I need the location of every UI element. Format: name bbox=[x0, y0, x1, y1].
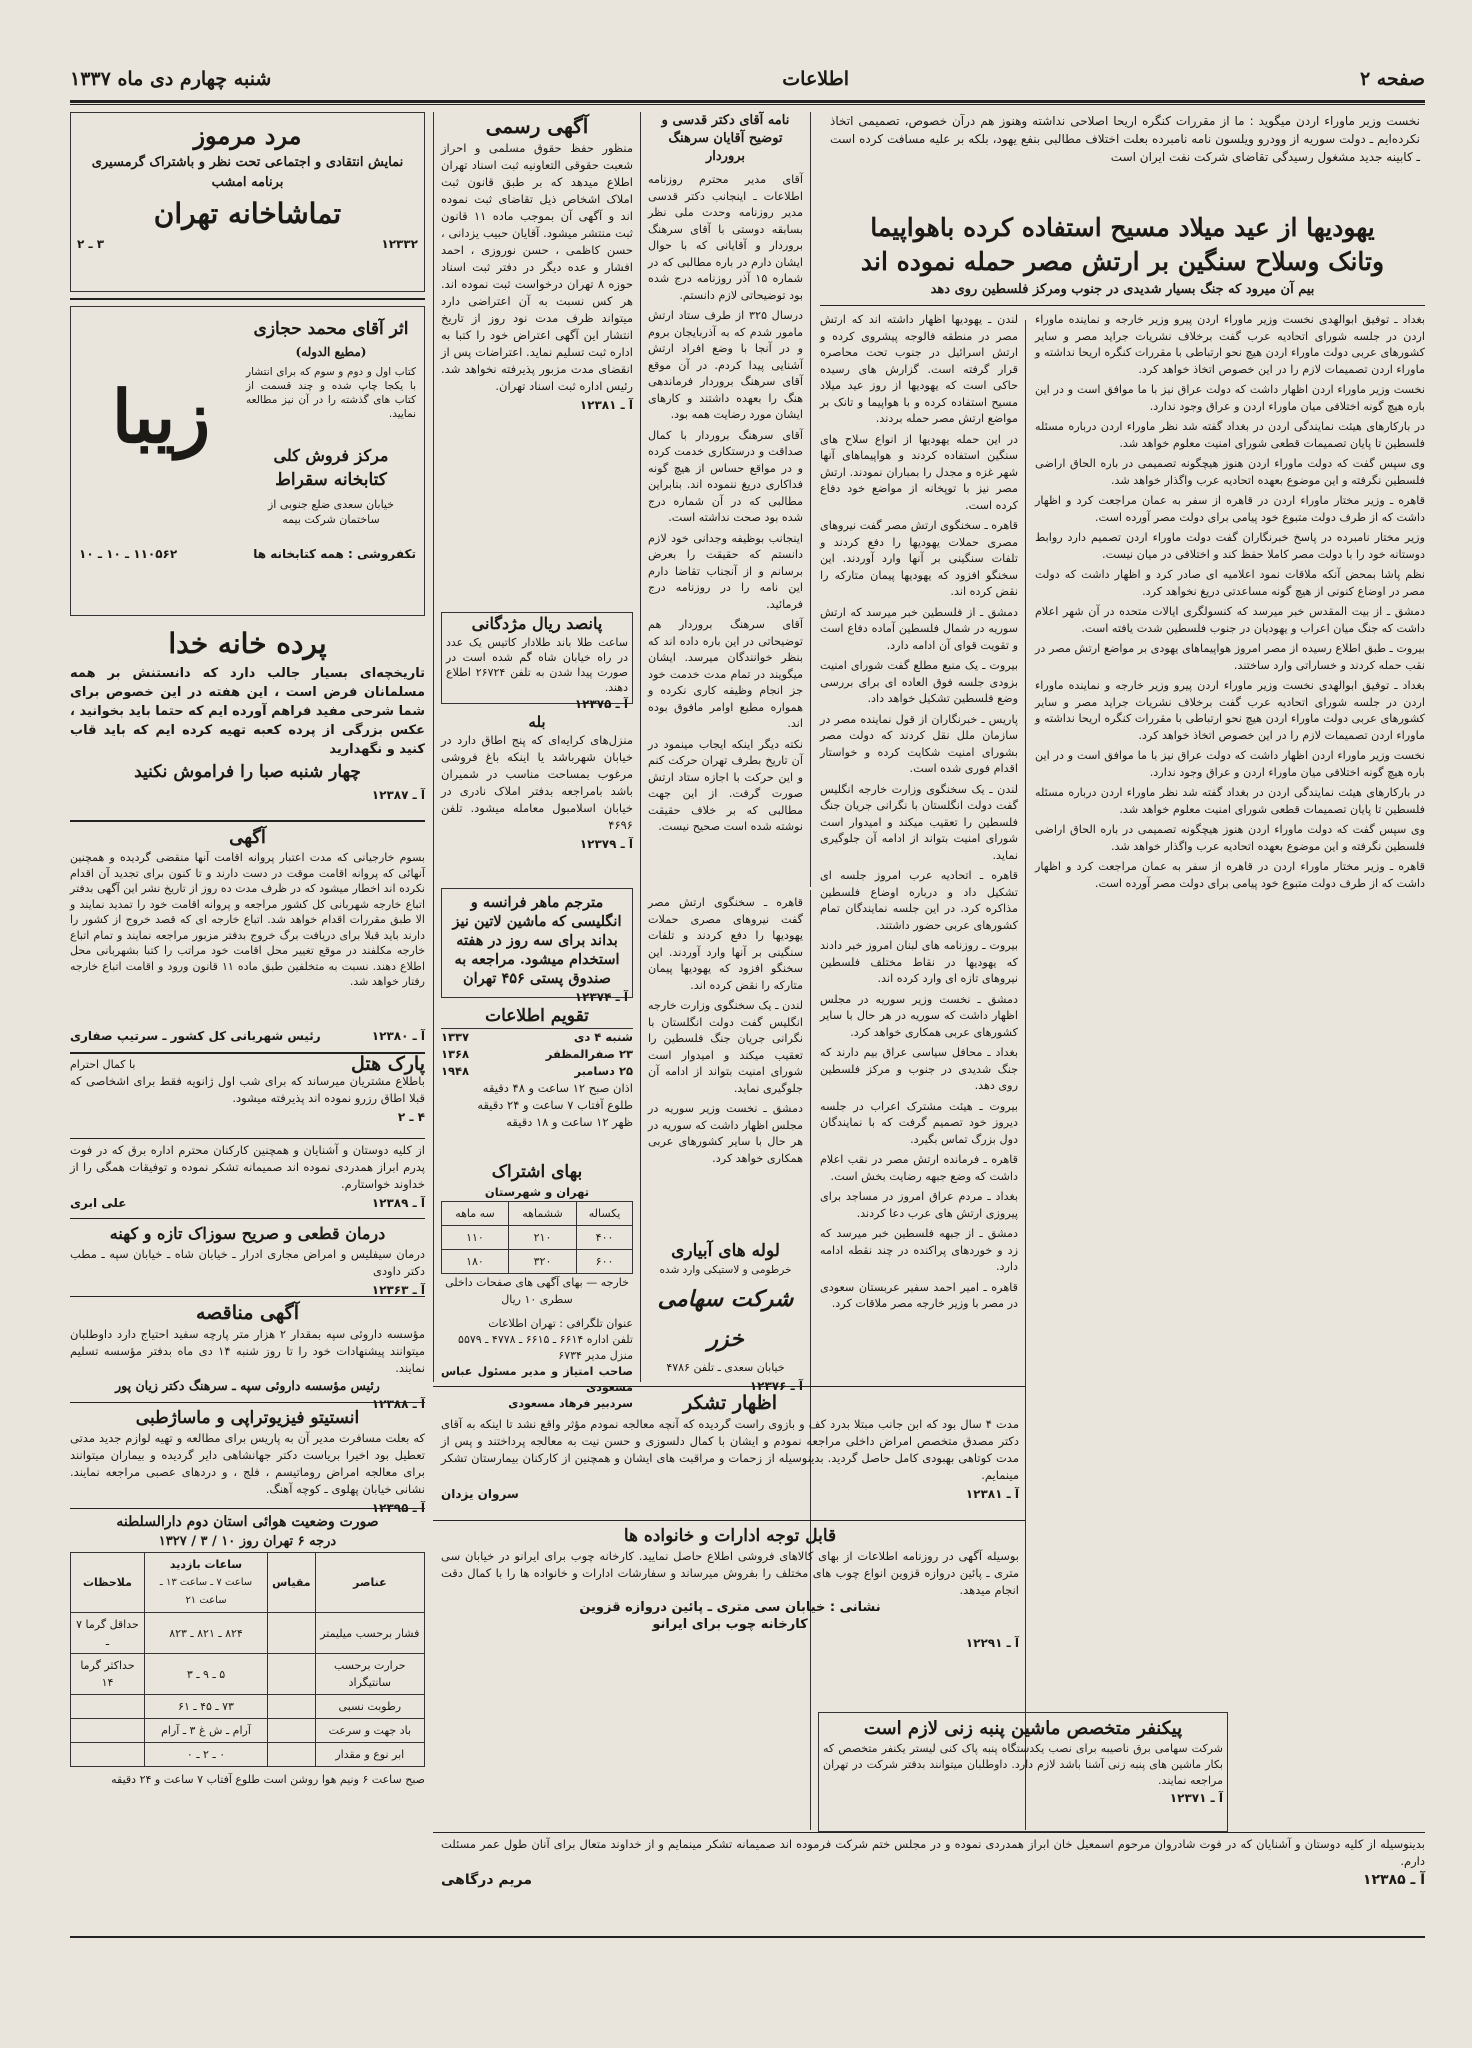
play-code: ۱۲۳۳۲ bbox=[381, 237, 418, 251]
left-rule bbox=[70, 820, 425, 822]
issue-date: شنبه چهارم دی ماه ۱۳۳۷ bbox=[70, 68, 272, 90]
play-sub: نمایش انتقادی و اجتماعی تحت نظر و باشتراک گرمسیری bbox=[91, 155, 404, 170]
news-paragraph: قاهره ـ سخنگوی ارتش مصر گفت نیروهای مصری حملات یهودیها را دفع کردند و تلفات سنگینی بر آنها وارد آوردند. این سخنگو افزود که یهودیها پیمان متارکه را نقض کرده اند. bbox=[648, 896, 803, 992]
calendar-year: ۱۹۴۸ bbox=[441, 1064, 470, 1078]
weather-cell: باد جهت و سرعت bbox=[315, 1719, 424, 1743]
weather-cell bbox=[71, 1695, 145, 1719]
tender-title: آگهی مناقصه bbox=[196, 1302, 299, 1324]
curtain-title: پرده خانه خدا bbox=[168, 627, 327, 660]
weather-date: درجه ۶ تهران روز ۱۰ / ۳ / ۱۳۲۷ bbox=[158, 1534, 337, 1549]
lead-paragraph: بیروت ـ طبق اطلاع رسیده از مصر امروز هواپیماهای یهودی بر مواضع ارتش مصر در نقب حمله کردند و خساراتی وارد ساختند. bbox=[1035, 642, 1425, 672]
lead-paragraph: نظم پاشا بمحض آنکه ملاقات نمود اعلامیه ای صادر کرد و اظهار داشت که دولت مصر در اوضاع کنونی از هیچ گونه مساعدتی دریغ نخواهد کرد. bbox=[1035, 568, 1425, 598]
translator-code: آ ـ ۱۲۳۷۴ bbox=[574, 990, 628, 1004]
cure-title: درمان قطعی و صریح سوزاک تازه و کهنه bbox=[109, 1224, 386, 1243]
relative-ad bbox=[70, 1142, 425, 1216]
wood-addr: نشانی : خیابان سی متری ـ پائین دروازه قزوین bbox=[579, 1600, 881, 1615]
physio-title: انستیتو فیزیوتراپی و ماساژطبی bbox=[135, 1408, 360, 1428]
notice-footer bbox=[70, 1026, 425, 1048]
sub-price: ۱۱۰ bbox=[442, 1226, 509, 1250]
tender-text: مؤسسه داروئی سپه بمقدار ۲ هزار متر پارچه سفید احتیاج دارد داوطلبان میتوانند پیشنهادات خود را تا روز شنبه ۱۴ دی ماه بدفتر مؤسسه تسلیم نمایند. bbox=[70, 1327, 425, 1375]
specialist-ad bbox=[818, 1712, 1228, 1832]
calendar-azan: اذان صبح ۱۲ ساعت و ۴۸ دقیقه bbox=[482, 1081, 633, 1095]
book-ad bbox=[70, 306, 425, 616]
subscription-sub: تهران و شهرستان bbox=[484, 1185, 590, 1199]
hotel-ad bbox=[70, 1053, 425, 1136]
news-paragraph: پاریس ـ خبرنگاران از قول نماینده مصر در سازمان ملل نقل کردند که دولت مصر بشورای امنیت شکایت کرده و خواستار اقدام فوری شده است. bbox=[820, 712, 1018, 775]
col-divider bbox=[433, 112, 434, 1382]
notice-title: آگهی bbox=[229, 827, 266, 848]
lead-paragraph: قاهره ـ وزیر مختار ماوراء اردن در قاهره از سفر به عمان مراجعت کرد و اظهار داشت که از طرف دولت متبوع خود پیامی برای دولت مصر آورده است. bbox=[1035, 860, 1425, 890]
thanks-signer: سروان یزدان bbox=[441, 1487, 519, 1501]
weather-cell: رطوبت نسبی bbox=[315, 1695, 424, 1719]
wood-title: قابل توجه ادارات و خانواده ها bbox=[623, 1526, 837, 1546]
subscription-table bbox=[441, 1201, 633, 1274]
calendar-box bbox=[441, 1004, 633, 1154]
relative-code: آ ـ ۱۲۳۸۹ bbox=[371, 1196, 425, 1210]
house-text: منزل‌های کرایه‌ای که پنج اطاق دارد در خیابان شهرباشد یا اینکه باغ فروشی مرغوب بمساحت مناسب در شمیران باشد بامراجعه بدفتر املاک نادری در خیابان اسلامبول معامله میشود. تلفن ۴۶۹۶ bbox=[441, 733, 633, 832]
tender-ad bbox=[70, 1300, 425, 1411]
weather-col: مقیاس bbox=[268, 1553, 316, 1613]
cure-ad bbox=[70, 1222, 425, 1297]
bottom-rule bbox=[433, 1832, 1425, 1833]
weather-col: عناصر bbox=[315, 1553, 424, 1613]
weather-note: صبح ساعت ۶ ونیم هوا روشن است طلوع آفتاب ۷ ساعت و ۲۴ دقیقه bbox=[111, 1773, 425, 1786]
official-notice bbox=[441, 112, 633, 602]
specialist-title: پیکنفر متخصص ماشین پنبه زنی لازم است bbox=[863, 1718, 1183, 1739]
lead-headline-1: یهودیها از عید میلاد مسیح استفاده کرده باهواپیما bbox=[870, 213, 1375, 242]
letter-paragraph: نکته دیگر اینکه ایجاب مینمود در آن تاریخ بطرف تهران حرکت کنم و این حرکت با اجازه ستاد ارتش صورت گرفت. از این جهت مطالبی که بر خلاف حقیقت نوشته شده است صحیح نیست. bbox=[648, 737, 803, 833]
weather-cell bbox=[71, 1719, 145, 1743]
relative-text: از کلیه دوستان و آشنایان و همچنین کارکنان محترم اداره برق که در فوت پدرم ابراز همدردی نموده اند صمیمانه تشکر نموده و توفیقات همگی را از خداوند خواستارم. bbox=[70, 1143, 425, 1191]
weather-table bbox=[70, 1552, 425, 1767]
top-rule-thin bbox=[70, 104, 1425, 105]
news-paragraph: لندن ـ یک سخنگوی وزارت خارجه انگلیس گفت دولت انگلستان با نگرانی جریان جنگ فلسطین را تعقیب میکند و امیدوار است شورای امنیت بتواند از ادامه آن جلوگیری نماید. bbox=[820, 782, 1018, 862]
news-paragraph: لندن ـ یهودیها اظهار داشته اند که ارتش مصر در منطقه فالوجه پیشروی کرده و ارتش اسرائیل در جنوب تحت محاصره قرار گرفته است. گزارش های رسیده حاکی است که یهودیها از روز عید میلاد مسیح استفاده کرده و با هواپیما و تانک بر مواضع ارتش مصر حمله بردند. bbox=[820, 313, 1018, 425]
letter-paragraph: آقای سرهنگ بروردار هم توضیحاتی در این باره داده اند که بنظر خوانندگان میرسد. ایشان میگویند در تمام مدت خدمت خود جز انجام وظیفه کاری نکرده و همواره مطیع اوامر مافوق بوده اند. bbox=[648, 618, 803, 730]
house-title: بله bbox=[528, 713, 546, 731]
news-paragraph: قاهره ـ اتحادیه عرب امروز جلسه ای تشکیل داد و درباره اوضاع فلسطین مذاکره کرد. در این جلسه نمایندگان تمام کشورهای عربی حضور داشتند. bbox=[820, 869, 1018, 932]
reward-code: آ ـ ۱۲۳۷۵ bbox=[574, 697, 628, 711]
wood-text: بوسیله آگهی در روزنامه اطلاعات از بهای کالاهای فروشی اطلاع حاصل نمایید. کارخانه چوب برای ایرانو در خیابان سی متری ـ پائین دروازه قزوین انواع چوب های مختلف را بفروش میرساند و سفارشات ادارات و خانواده ها را با کمال دقت انجام میدهد. bbox=[441, 1549, 1019, 1597]
left-rule bbox=[70, 1138, 425, 1139]
col-divider bbox=[810, 890, 811, 1830]
curtain-ad bbox=[70, 624, 425, 814]
weather-col: ساعات بازدید ساعت ۷ ـ ساعت ۱۳ ـ ساعت ۲۱ bbox=[144, 1553, 267, 1613]
reward-text: ساعت طلا باند طلادار کاتیس یک عدد در راه خیابان شاه گم شده است در صورت پیدا شدن به تلفن ۲۶۷۲۴ اطلاع دهند. bbox=[446, 636, 628, 694]
official-code: آ ـ ۱۲۳۸۱ bbox=[579, 398, 633, 412]
hotel-code: ۴ ـ ۲ bbox=[397, 1110, 425, 1124]
news-paragraph: در این حمله یهودیها از انواع سلاح های سنگین استفاده کردند و هواپیماهای آنها شهر غزه و مجدل را بمباران نمودند. ارتش مصر نیز با توپخانه از مواضع خود دفاع کرده است. bbox=[820, 432, 1018, 512]
play-program: برنامه امشب bbox=[211, 175, 284, 190]
book-author2: (مطیع الدوله) bbox=[295, 345, 367, 359]
news-paragraph: دمشق ـ از فلسطین خبر میرسد که ارتش سوریه در شمال فلسطین آماده دفاع است و تقویت قوای آن ادامه دارد. bbox=[820, 605, 1018, 652]
book-desc: کتاب اول و دوم و سوم که برای انتشار با یکجا چاپ شده و چند قسمت از کتاب های گذشته را در آن نیز مطالعه نمایید. bbox=[246, 366, 416, 420]
news-paragraph: قاهره ـ سخنگوی ارتش مصر گفت نیروهای مصری حملات یهودیها را دفع کردند و تلفات سنگینی بر آنها وارد آوردند. این سخنگو افزود که یهودیها پیمان متارکه را نقض کرده اند. bbox=[820, 519, 1018, 598]
weather-cell: فشار برحسب میلیمتر bbox=[315, 1613, 424, 1654]
news-paragraph: بغداد ـ محافل سیاسی عراق بیم دارند که جنگ شدیدی در جنوب و مرکز فلسطین روی دهد. bbox=[820, 1046, 1018, 1092]
physio-code: آ ـ ۱۲۳۹۵ bbox=[371, 1501, 425, 1515]
specialist-text: شرکت سهامی برق ناصیبه برای نصب یکدستگاه پنبه پاک کنی لیستر یکنفر متخصص که بکار ماشین های پنبه زنی آشنا باشد لازم دارد. داوطلبان میتوانند بدفتر شرکت در تهران مراجعه نمایند. bbox=[823, 1742, 1223, 1787]
sub-price: ۳۲۰ bbox=[508, 1250, 576, 1274]
lead-paragraph: نخست وزیر ماوراء اردن اظهار داشت که دولت عراق نیز با ما موافق است و در این باره هیچ گونه اختلافی میان ماوراء اردن و عراق وجود ندارد. bbox=[1035, 383, 1425, 413]
hotel-title: پارک هتل bbox=[350, 1053, 425, 1075]
lead-paragraph: وی سپس گفت که دولت ماوراء اردن هنوز هیچگونه تصمیمی در باره الحاق اراضی فلسطین نگرفته و این موضوع بعهده اتحادیه عرب واگذار خواهد شد. bbox=[1035, 823, 1425, 853]
play-title: مرد مرموز bbox=[193, 121, 302, 150]
relative-signer: علی ابری bbox=[70, 1196, 127, 1210]
lead-rule bbox=[820, 305, 1425, 306]
address-line: تلفن اداره ۶۶۱۴ ـ ۶۶۱۵ ـ ۴۷۷۸ ـ ۵۵۷۹ bbox=[458, 1333, 633, 1346]
sub-price: ۱۸۰ bbox=[442, 1250, 509, 1274]
masthead-strip bbox=[70, 60, 1425, 98]
lead-paragraph: نخست وزیر ماوراء اردن اظهار داشت که دولت عراق نیز با ما موافق است و در این باره هیچ گونه اختلافی میان ماوراء اردن و عراق وجود ندارد. bbox=[1035, 749, 1425, 779]
curtain-text: تاریخچه‌ای بسیار جالب دارد که دانستنش بر همه مسلمانان فرض است ، این هفته در این خصوص برای شما شرحی مفید فراهم آورده ایم که حتما باید بخوانید ، عکس بزرگی از پرده کعبه تهیه کرده ایم که باید قاب کنید و نگهدارید bbox=[70, 666, 425, 757]
lead-headline-2: وتانک وسلاح سنگین بر ارتش مصر حمله نموده اند bbox=[860, 247, 1385, 276]
calendar-year: ۱۳۳۷ bbox=[441, 1030, 470, 1044]
mid-rule bbox=[433, 1386, 1025, 1387]
news-paragraph: لندن ـ یک سخنگوی وزارت خارجه انگلیس گفت دولت انگلستان با نگرانی جریان جنگ فلسطین را تعقیب میکند و امیدوار است شورای امنیت بتواند از ادامه آن جلوگیری نماید. bbox=[648, 999, 803, 1095]
translator-text: مترجم ماهر فرانسه و انگلیسی که ماشین لاتین نیز بداند برای سه روز در هفته استخدام میشود. مراجعه به صندوق پستی ۴۵۶ تهران bbox=[452, 894, 622, 987]
wood-factory: کارخانه چوب برای ایرانو bbox=[652, 1617, 808, 1632]
sub-price: ۴۰۰ bbox=[577, 1226, 633, 1250]
pipes-sub: خرطومی و لاستیکی وارد شده bbox=[659, 1264, 792, 1276]
calendar-year: ۱۳۶۸ bbox=[441, 1047, 470, 1061]
subscription-box: بهای اشتراک تهران و شهرستان یکساله ششماهه سه ماهه ۴۰۰ ۲۱۰ ۱۱۰ ۶۰۰ ۳۲۰ ۱۸۰ خارجه — بهای آگهی های صفحات داخلی سطری ۱۰ ریال bbox=[441, 1160, 633, 1310]
reward-ad bbox=[441, 612, 633, 711]
thanks2-ad bbox=[441, 1836, 1425, 1932]
curtain-reminder: چهار شنبه صبا را فراموش نکنید bbox=[134, 762, 361, 782]
page-number: صفحه ۲ bbox=[1359, 68, 1425, 90]
physio-ad bbox=[70, 1406, 425, 1515]
letter-paragraph: درسال ۳۲۵ از طرف ستاد ارتش مامور شدم که به آذربایجان بروم و در آنجا با وضع افراد ارتش آشنایی پیدا کردم. در آن موقع آقای سرهنگ بروردار فرماندهی هنگ را بعهده داشتند و کارهای ایشان مورد رضایت همه بود. bbox=[648, 309, 803, 421]
weather-box bbox=[70, 1512, 425, 1932]
specialist-code: آ ـ ۱۲۳۷۱ bbox=[1169, 1791, 1223, 1805]
calendar-title: تقویم اطلاعات bbox=[441, 1004, 633, 1029]
calendar-noon: ظهر ۱۲ ساعت و ۱۸ دقیقه bbox=[506, 1115, 633, 1129]
lead-text-column bbox=[1035, 312, 1425, 1832]
thanks2-code: آ ـ ۱۲۳۸۵ bbox=[1362, 1872, 1425, 1888]
calendar-day: شنبه ۴ دی bbox=[573, 1030, 633, 1044]
editor-line: سردبیر فرهاد مسعودی bbox=[508, 1397, 633, 1410]
letter-column bbox=[648, 112, 803, 887]
play-code2: ۳ ـ ۲ bbox=[77, 237, 105, 251]
thanks-code: آ ـ ۱۲۳۸۱ bbox=[965, 1487, 1019, 1501]
thanks2-signer: مریم درگاهی bbox=[441, 1872, 532, 1888]
lead-paragraph: بغداد ـ توفیق ابوالهدی نخست وزیر ماوراء اردن پیرو وزیر خارجه و نماینده ماوراء اردن در جلسه شورای اتحادیه عرب گفت برخلاف نشریات جراید مصر و سایر کشورهای عربی دولت ماوراء اردن هیچ نحو ارتباطی با مقررات کنگره اریحا نداشته و ماوراء اردن تصمیمات لازم را در این خصوص اتخاذ خواهد کرد. bbox=[1035, 313, 1425, 376]
cure-text: درمان سیفلیس و امراض مجاری ادرار ـ خیابان شاه ـ خیابان سپه ـ مطب دکتر داودی bbox=[70, 1247, 425, 1278]
left-rule bbox=[70, 1402, 425, 1403]
tender-code: آ ـ ۱۲۳۸۸ bbox=[371, 1397, 425, 1411]
col-divider bbox=[810, 112, 811, 887]
house-ad bbox=[441, 712, 633, 880]
book-title: زیبا bbox=[111, 374, 211, 459]
sub-head: یکساله bbox=[577, 1202, 633, 1226]
news-column-2 bbox=[648, 895, 803, 1235]
news-paragraph: بیروت ـ یک منبع مطلع گفت شورای امنیت بزودی جلسه فوق العاده ای برای بررسی وضع فلسطین تشکیل خواهد داد. bbox=[820, 659, 1018, 705]
book-store: کتابخانه سقراط bbox=[275, 470, 387, 490]
weather-cell: ۷۳ ـ ۴۵ ـ ۶۱ bbox=[144, 1695, 267, 1719]
curtain-code: آ ـ ۱۲۳۸۷ bbox=[371, 788, 425, 802]
page-bottom-rule bbox=[70, 1936, 1425, 1938]
sub-note: بهای آگهی های صفحات داخلی سطری ۱۰ ریال bbox=[445, 1276, 583, 1306]
weather-cell: ۸۲۴ ـ ۸۲۱ ـ ۸۲۳ bbox=[144, 1613, 267, 1654]
subscription-title: بهای اشتراک bbox=[491, 1162, 583, 1182]
news-paragraph: دمشق ـ نخست وزیر سوریه در مجلس اظهار داشت که سوریه در هر حال با سایر کشورهای عربی همکاری خواهد کرد. bbox=[820, 992, 1018, 1039]
weather-cell: ۰ ـ ۲ ـ ۰ bbox=[144, 1743, 267, 1767]
pipes-addr: خیابان سعدی ـ تلفن ۴۷۸۶ bbox=[666, 1361, 785, 1374]
reward-title: پانصد ریال مژدگانی bbox=[471, 614, 603, 633]
police-notice bbox=[70, 826, 425, 1026]
left-rule bbox=[70, 1508, 425, 1509]
lead-paragraph: در بارکارهای هیئت نمایندگی اردن در بغداد گفته شد نظر ماوراء اردن درباره مسئله فلسطین تا پایان تصمیمات قطعی شورای امنیت معلوم خواهد شد. bbox=[1035, 786, 1425, 816]
lead-paragraph: وزیر مختار نامبرده در پاسخ خبرنگاران گفت دولت ماوراء اردن تصمیم دارد روابط دوستانه خود را با دولت مصر کاملا حفظ کند و اختلافی در میان نیست. bbox=[1035, 531, 1425, 561]
news-paragraph: دمشق ـ نخست وزیر سوریه در مجلس اظهار داشت که سوریه در هر حال با سایر کشورهای عربی همکاری خواهد کرد. bbox=[648, 1102, 803, 1165]
sub-abroad-label: خارجه bbox=[600, 1276, 629, 1289]
cure-code: آ ـ ۱۲۳۶۳ bbox=[371, 1283, 425, 1297]
letter-paragraph: اینجانب بوظیفه وجدانی خود لازم دانستم که حقیقت را بعرض برسانم و از آنجناب تقاضا دارم این نامه را در روزنامه درج فرمائید. bbox=[648, 531, 803, 611]
lead-subhead: بیم آن میرود که جنگ بسیار شدیدی در جنوب ومرکز فلسطین روی دهد bbox=[930, 282, 1315, 297]
weather-cell: حرارت برحسب سانتیگراد bbox=[315, 1654, 424, 1695]
lead-paragraph: وی سپس گفت که دولت ماوراء اردن هنوز هیچگونه تصمیمی در باره الحاق اراضی فلسطین نگرفته و این موضوع بعهده اتحادیه عرب واگذار خواهد شد. bbox=[1035, 457, 1425, 487]
weather-col: ملاحظات bbox=[71, 1553, 145, 1613]
news-paragraph: بغداد ـ مردم عراق امروز در مساجد برای پیروزی ارتش های عرب دعا کردند. bbox=[820, 1190, 1018, 1220]
physio-text: که بعلت مسافرت مدیر آن به پاریس برای مطالعه و تهیه لوازم جدید مدتی تعطیل بود اخیرا بریاست دکتر جهانشاهی دایر گردیده و بیماران میتوانند برای معالجه امراض روماتیسم ، فلج ، و دردهای عصبی مراجعه نمایند. نشانی خیابان پهلوی ـ کوچه آهنگ. bbox=[70, 1431, 425, 1496]
mid-rule bbox=[433, 1520, 1025, 1521]
sub-price: ۶۰۰ bbox=[577, 1250, 633, 1274]
calendar-day: ۲۳ صفرالمظفر bbox=[545, 1047, 633, 1061]
calendar-sunrise: طلوع آفتاب ۷ ساعت و ۲۴ دقیقه bbox=[477, 1098, 633, 1112]
left-rule bbox=[70, 1218, 425, 1219]
theater-top-ad bbox=[70, 112, 425, 292]
translator-ad bbox=[441, 888, 633, 1004]
address-line: عنوان تلگرافی : تهران اطلاعات bbox=[488, 1317, 633, 1330]
house-code: آ ـ ۱۲۳۷۹ bbox=[579, 837, 633, 851]
weather-cell: ۵ ـ ۹ ـ ۳ bbox=[144, 1654, 267, 1695]
left-rule bbox=[70, 298, 425, 300]
thanks2-text: بدینوسیله از کلیه دوستان و آشنایان که در فوت شادروان مرحوم اسمعیل خان ابراز همدردی نموده و در مجلس ختم شرکت فرموده اند صمیمانه تشکر مینمایم و از خداوند متعال برای آنان طول عمر مسئلت دارم. bbox=[441, 1837, 1425, 1868]
thanks-title: اظهار تشکر bbox=[683, 1392, 777, 1414]
news-paragraph: بیروت ـ هیئت مشترک اعراب در جلسه دیروز خود تصمیم گرفت که با نمایندگان دول بزرگ تماس بگیرد. bbox=[820, 1099, 1018, 1146]
wood-ad bbox=[441, 1524, 1019, 1650]
sub-head: ششماهه bbox=[508, 1202, 576, 1226]
notice-code: آ ـ ۱۲۳۸۰ bbox=[371, 1029, 425, 1043]
letter-title: نامه آقای دکتر قدسی و توضیح آقایان سرهنگ بروردار bbox=[661, 113, 790, 164]
wood-code: آ ـ ۱۲۲۹۱ bbox=[965, 1636, 1019, 1650]
book-author: اثر آقای محمد حجازی bbox=[253, 319, 409, 339]
left-rule bbox=[70, 1296, 425, 1297]
weather-cell: حداقل گرما ۷ ـ bbox=[71, 1613, 145, 1654]
col-divider bbox=[1025, 320, 1026, 1830]
pipes-brand: شرکت سهامی خزر bbox=[657, 1286, 794, 1352]
official-text: منظور حفظ حقوق مسلمی و احراز شعبت حقوقی التعاونیه ثبت اسناد تهران اطلاع میدهد که بر طبق قانون ثبت املاک اشخاص ذیل تقاضای ثبت نموده اند و آگهی آن بموجب ماده ۱۱ قانون ثبت منتشر میشود. آقایان حبیب یزدانی ، حسن کاظمی ، حسن نوروزی ، احمد افشار و عده دیگر در دفتر ثبت اسناد حوزه ۸ تهران درخواست ثبت نموده اند. هر کس نسبت به آن اعتراضی دارد میتواند ظرف مدت نود روز از تاریخ انتشار این آگهی اعتراض خود را کتبا به اداره ثبت تسلیم نماید. اعتراضات پس از انقضای مدت مزبور پذیرفته نخواهد شد. رئیس اداره ثبت اسناد تهران. bbox=[441, 141, 633, 393]
weather-cell: حداکثر گرما ۱۴ bbox=[71, 1654, 145, 1695]
lead-paragraph: قاهره ـ وزیر مختار ماوراء اردن در قاهره از سفر به عمان مراجعت کرد و اظهار داشت که از طرف دولت متبوع خود پیامی برای دولت مصر آورده است. bbox=[1035, 494, 1425, 524]
notice-text: بسوم خارجیانی که مدت اعتبار پروانه اقامت آنها منقضی گردیده و همچنین آنهائی که پروانه اقامت موقت در دست دارند و تا کنون برای تجدید آن اقدام نکرده اند اخطار میشود که در ظرف مدت ده روز از تاریخ نشر این آگهی بدفتر اتباع خارجه شهربانی کل کشور مراجعه و پروانه اقامت خود را تمدید نمایند و الا طبق مقررات اقدام خواهد شد. اتباع خارجه ای که قصد خروج از کشور را دارند باید قبلا برای دریافت برگ خروج بدفتر مزبور مراجعه نمایند و تمام اتباع خارجه مکلفند در موقع تغییر محل اقامت خود مراتب را کتبا بشهربانی محل اطلاع دهند. نسبت به متخلفین طبق ماده ۱۱ قانون ورود و اقامت اتباع خارجه رفتار خواهد شد. bbox=[70, 851, 425, 988]
play-venue: تماشاخانه تهران bbox=[153, 197, 342, 230]
thanks-text: مدت ۴ سال بود که ابن جانب مبتلا بدرد کف و بازوی راست گردیده که آنچه معالجه نمودم مؤثر واقع نشد تا اینکه به آقای دکتر مصدق متخصص امراض داخلی مراجعه نمودم و ایشان با کمال دلسوزی و حسن نیت به معالجه پرداختند و پس از مدت کوتاهی بهبودی کامل حاصل گردید. بدینوسیله از زحمات و مراقبت های ایشان و همچنین از کارکنان بیمارستان تشکر مینمایم. bbox=[441, 1417, 1019, 1482]
letter-paragraph: آقای سرهنگ بروردار با کمال صداقت و درستکاری خدمت کرده و در مواقع حساس از هیچ گونه فداکاری دریغ ننموده اند. بنابراین مطالبی که در آن شماره درج شده بود صحت نداشته است. bbox=[648, 428, 803, 524]
book-code: ۱۱۰۵۶۲ ـ ۱۰ ـ ۱۰ bbox=[79, 547, 178, 561]
owner-line: صاحب امتیاز و مدیر مسئول عباس مسعودی bbox=[441, 1365, 633, 1394]
news-paragraph: بیروت ـ روزنامه های لبنان امروز خبر دادند که یهودیها در نقاط مختلف فلسطین نیروهای تازه ای وارد کرده اند. bbox=[820, 939, 1018, 985]
pipes-title: لوله های آبیاری bbox=[671, 1241, 780, 1261]
tender-signer: رئیس مؤسسه داروئی سپه ـ سرهنگ دکتر زیان پور bbox=[115, 1378, 380, 1393]
address-line: منزل مدیر ۶۷۳۴ bbox=[558, 1349, 633, 1362]
weather-title: صورت وضعیت هوائی استان دوم دارالسلطنه bbox=[116, 1514, 379, 1530]
letter-paragraph: آقای مدیر محترم روزنامه اطلاعات ـ اینجانب دکتر قدسی مدیر روزنامه وحدت ملی نظر بسابقه دوستی با آقای سرهنگ بروردار و آقایانی که با حوال ایشان دارم در باره مطالبی که در شماره ۱۵ آذر روزنامه درج شده بود توضیحاتی لازم دانستم. bbox=[648, 173, 803, 302]
lead-paragraph: دمشق ـ از بیت المقدس خبر میرسد که کنسولگری ایالات متحده در آن شهر اعلام داشت که جنگ میان اعراب و یهودیان در جنوب فلسطین شدت یافته است. bbox=[1035, 605, 1425, 635]
news-paragraph: دمشق ـ از جبهه فلسطین خبر میرسد که زد و خوردهای پراکنده در چند نقطه ادامه دارد. bbox=[820, 1227, 1018, 1273]
book-retail: تکفروشی : همه کتابخانه ها bbox=[253, 547, 416, 561]
col-divider bbox=[640, 112, 641, 1382]
book-store-title: مرکز فروش کلی bbox=[273, 446, 389, 465]
sub-price: ۲۱۰ bbox=[508, 1226, 576, 1250]
notice-signer: رئیس شهربانی کل کشور ـ سرتیپ صفاری bbox=[70, 1029, 321, 1043]
sub-head: سه ماهه bbox=[442, 1202, 509, 1226]
thanks-ad bbox=[441, 1390, 1019, 1518]
news-paragraph: قاهره ـ امیر احمد سفیر عربستان سعودی در مصر با وزیر خارجه مصر ملاقات کرد. bbox=[820, 1280, 1018, 1310]
weather-cell: آرام ـ ش غ ۳ ـ آرام bbox=[144, 1719, 267, 1743]
lead-paragraph: بغداد ـ توفیق ابوالهدی نخست وزیر ماوراء اردن پیرو وزیر خارجه و نماینده ماوراء اردن در جلسه شورای اتحادیه عرب گفت برخلاف نشریات جراید مصر و سایر کشورهای عربی دولت ماوراء اردن هیچ نحو ارتباطی با مقررات کنگره اریحا نداشته و ماوراء اردن تصمیمات لازم را در این خصوص اتخاذ خواهد کرد. bbox=[1035, 679, 1425, 742]
news-paragraph: قاهره ـ فرمانده ارتش مصر در نقب اعلام داشت که وضع جبهه رضایت بخش است. bbox=[820, 1153, 1018, 1183]
paper-name: اطلاعات bbox=[782, 68, 850, 90]
weather-cell: ابر نوع و مقدار bbox=[315, 1743, 424, 1767]
top-rule bbox=[70, 100, 1425, 103]
hotel-text: باطلاع مشتریان میرساند که برای شب اول ژانویه فقط برای اشخاصی که قبلا اطاق رزرو نموده اند پذیرفته میشود. bbox=[70, 1074, 425, 1105]
lead-intro: نخست وزیر ماوراء اردن میگوید : ما از مقررات کنگره اریحا اصلاحی نداشته وهنوز هم درآن خصوص، تصمیمی اتخاذ نکرده‌ایم ـ دولت سوریه از وودرو ویلسون نامه نامبرده بعلت اختلاف مطالبی بنفع یهود، بلکه بر علیه مسافت کرده است ـ کابینه جدید مشغول رسیدگی تقاضای شرکت نفت ایران است bbox=[830, 114, 1420, 164]
lead-paragraph: در بارکارهای هیئت نمایندگی اردن در بغداد گفته شد نظر ماوراء اردن درباره مسئله فلسطین تا پایان تصمیمات قطعی شورای امنیت معلوم خواهد شد. bbox=[1035, 420, 1425, 450]
weather-cell bbox=[71, 1743, 145, 1767]
calendar-day: ۲۵ دسامبر bbox=[574, 1064, 633, 1078]
hotel-badge: با کمال احترام bbox=[70, 1058, 136, 1071]
pipes-code: آ ـ ۱۲۳۷۶ bbox=[749, 1379, 803, 1393]
official-title: آگهی رسمی bbox=[485, 114, 589, 138]
book-addr: خیابان سعدی ضلع جنوبی از ساختمان شرکت بیمه bbox=[267, 498, 395, 526]
